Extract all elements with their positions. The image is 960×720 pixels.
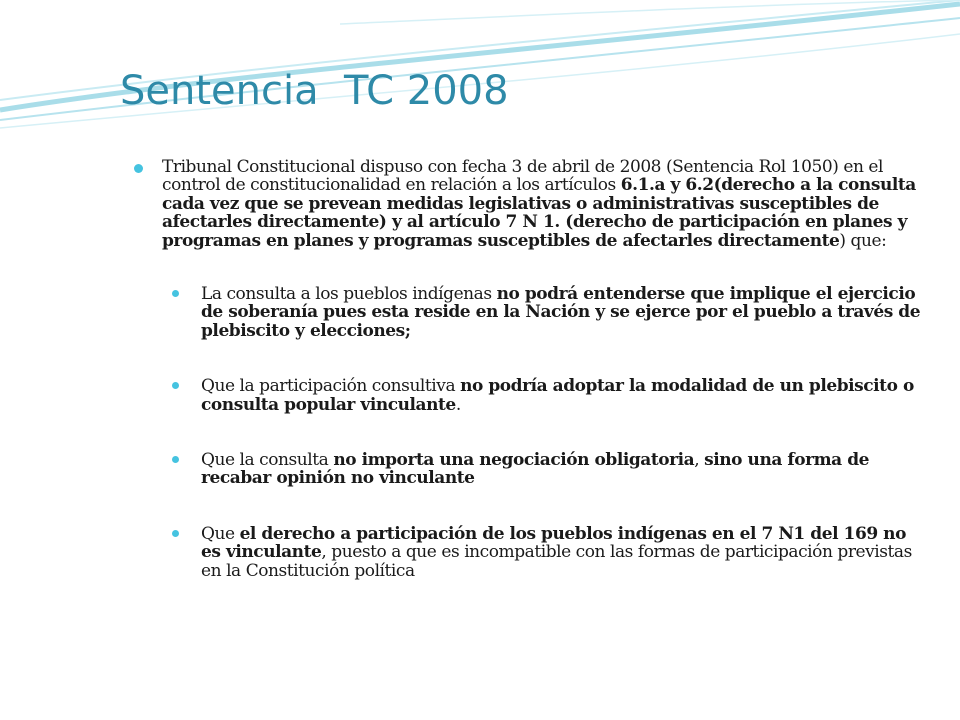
bullet-dot-icon [172, 382, 179, 389]
bullet-dot-icon [172, 290, 179, 297]
bullet-text: Que [201, 523, 240, 544]
bullet-text-bold: no podrá entenderse que implique el ejercicio de soberanía pues esta reside en la Nación y se ejerce por el pueblo a través de plebiscito y elecciones; [201, 284, 921, 341]
sub-bullet-no-vinculante [172, 525, 924, 580]
slide-title: Sentencia TC 2008 [120, 68, 509, 114]
sub-bullet-negociacion [172, 451, 924, 488]
bullet-text: , puesto a que es incompatible con las formas de participación previstas en la Constitución política [201, 542, 912, 581]
bullet-tribunal-decision [134, 158, 924, 250]
bullet-text: Tribunal Constitucional dispuso con fecha 3 de abril de 2008 (Sentencia Rol 1050) en el control de constitucionalidad en relación a los artículos [162, 157, 884, 196]
bullet-text-bold: 6.1.a y 6.2(derecho a la consulta cada vez que se prevean medidas legislativas o administrativas susceptibles de afectarles directamente) y al artículo 7 N 1. (derecho de participación en planes y programas en planes y programas susceptibles de afectarles directamente [162, 175, 916, 251]
bullet-text: La consulta a los pueblos indígenas [201, 284, 497, 305]
bullet-text: . [455, 394, 461, 415]
bullet-text-bold: sino una forma de recabar opinión no vinculante [201, 450, 870, 489]
slide-content [134, 158, 924, 580]
bullet-text: Que la consulta [201, 450, 334, 471]
sub-bullet-plebiscito [172, 377, 924, 414]
bullet-text-bold: el derecho a participación de los pueblos indígenas en el 7 N1 del 169 no es vinculante [201, 523, 906, 563]
bullet-text: ) que: [839, 230, 887, 251]
bullet-dot-icon [172, 456, 179, 463]
bullet-text-bold: no podría adoptar la modalidad de un plebiscito o consulta popular vinculante [201, 376, 914, 415]
sub-bullet-soberania [172, 285, 924, 340]
bullet-text: , [694, 450, 705, 471]
bullet-dot-icon [172, 530, 179, 537]
bullet-text: Que la participación consultiva [201, 376, 461, 397]
bullet-dot-icon [134, 164, 143, 173]
bullet-text-bold: no importa una negociación obligatoria [333, 450, 695, 471]
